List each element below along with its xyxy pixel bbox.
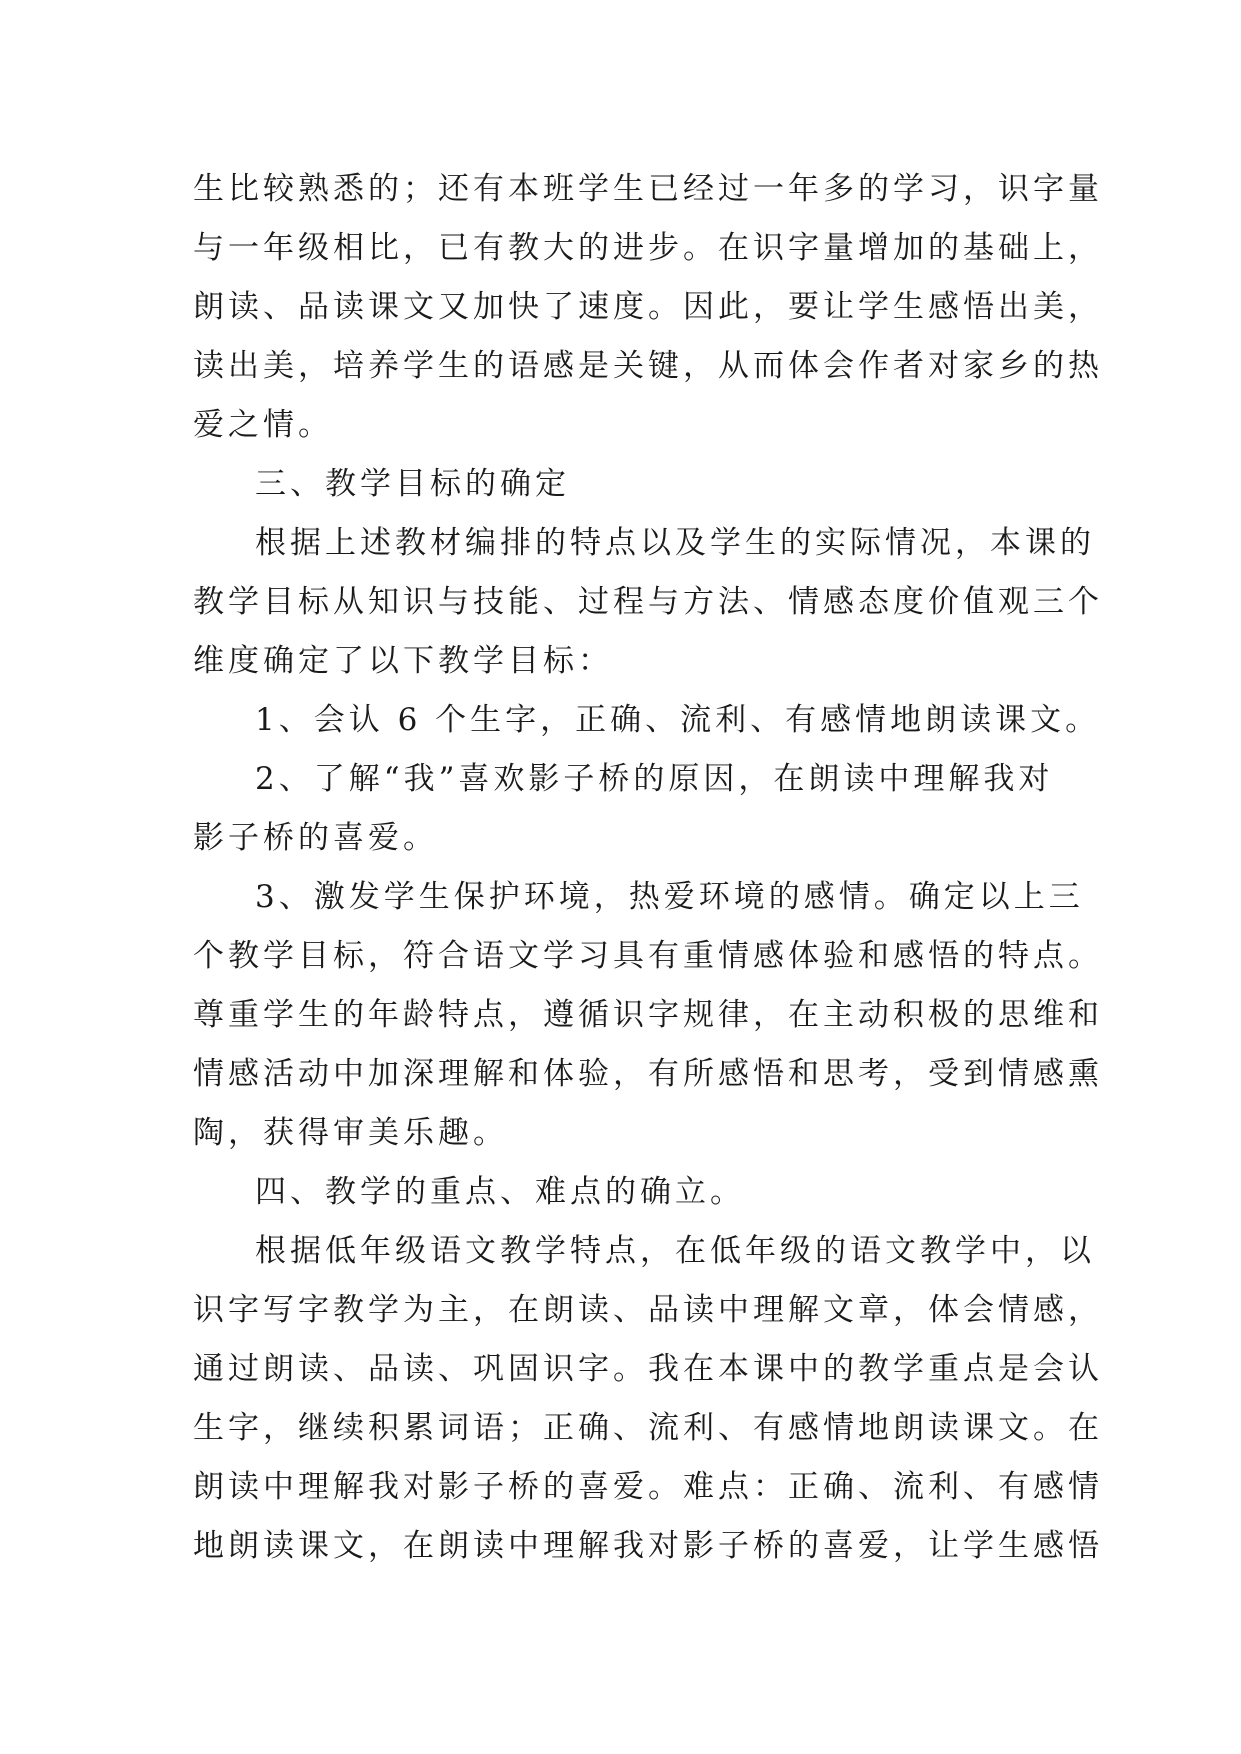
- list-item-1: 1、会认 6 个生字，正确、流利、有感情地朗读课文。: [255, 702, 1101, 738]
- text-line: 情感活动中加深理解和体验，有所感悟和思考，受到情感熏: [193, 1056, 1103, 1092]
- text-line: 读出美，培养学生的语感是关键，从而体会作者对家乡的热: [193, 348, 1103, 384]
- document-body: [193, 160, 1103, 1576]
- list-item-3: 3、激发学生保护环境，热爱环境的感情。确定以上三: [255, 879, 1084, 915]
- list-item-2: 2、了解“我”喜欢影子桥的原因，在朗读中理解我对: [255, 761, 1054, 797]
- text-line: 地朗读课文，在朗读中理解我对影子桥的喜爱，让学生感悟: [193, 1528, 1103, 1564]
- section-heading-key-points: 四、教学的重点、难点的确立。: [255, 1174, 745, 1210]
- text-line: 陶，获得审美乐趣。: [193, 1115, 508, 1151]
- text-line: 通过朗读、品读、巩固识字。我在本课中的教学重点是会认: [193, 1351, 1103, 1387]
- text-line: 爱之情。: [193, 407, 333, 443]
- text-line: 朗读中理解我对影子桥的喜爱。难点：正确、流利、有感情: [193, 1469, 1103, 1505]
- text-line: 影子桥的喜爱。: [193, 820, 438, 856]
- text-line: 尊重学生的年龄特点，遵循识字规律，在主动积极的思维和: [193, 997, 1103, 1033]
- text-line: 生比较熟悉的；还有本班学生已经过一年多的学习，识字量: [193, 171, 1103, 207]
- text-line: 生字，继续积累词语；正确、流利、有感情地朗读课文。在: [193, 1410, 1103, 1446]
- text-line: 根据低年级语文教学特点，在低年级的语文教学中，以: [255, 1233, 1095, 1269]
- text-line: 根据上述教材编排的特点以及学生的实际情况，本课的: [255, 525, 1095, 561]
- text-line: 个教学目标，符合语文学习具有重情感体验和感悟的特点。: [193, 938, 1103, 974]
- text-line: 维度确定了以下教学目标：: [193, 643, 613, 679]
- text-line: 识字写字教学为主，在朗读、品读中理解文章，体会情感，: [193, 1292, 1103, 1328]
- section-heading-objectives: 三、教学目标的确定: [255, 466, 570, 502]
- text-line: 教学目标从知识与技能、过程与方法、情感态度价值观三个: [193, 584, 1103, 620]
- text-line: 朗读、品读课文又加快了速度。因此，要让学生感悟出美，: [193, 289, 1103, 325]
- text-line: 与一年级相比，已有教大的进步。在识字量增加的基础上，: [193, 230, 1103, 266]
